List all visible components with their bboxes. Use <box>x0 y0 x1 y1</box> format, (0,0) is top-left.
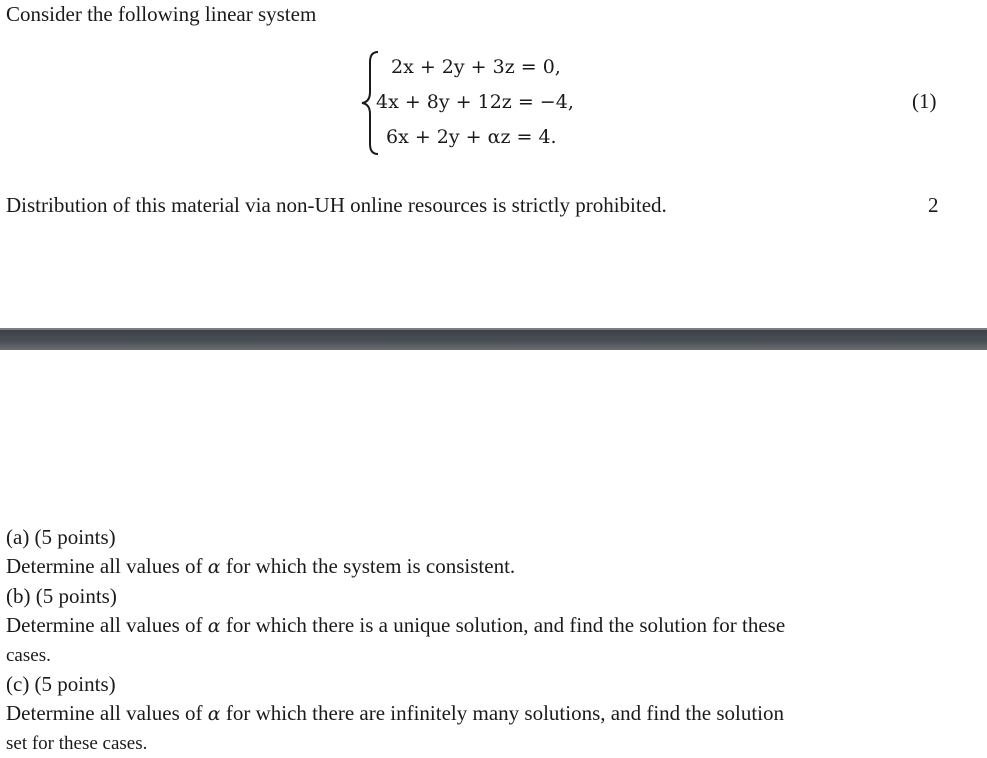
page-separator <box>0 328 987 350</box>
question-c-text <box>6 699 981 758</box>
question-a-text-end: for which the system is consistent. <box>220 554 516 578</box>
alpha-symbol: α <box>207 615 221 637</box>
equation-number: (1) <box>912 89 937 113</box>
question-b-text <box>6 611 981 670</box>
previous-page-fragment <box>0 0 987 328</box>
equation-2: 4x + 8y + 12z = −4, <box>376 91 574 113</box>
page-separator-highlight <box>0 328 987 330</box>
question-a-heading: (a) (5 points) <box>6 525 116 549</box>
question-c-text-start: Determine all values of <box>6 701 208 725</box>
distribution-note: Distribution of this material via non-UH online resources is strictly prohibited. <box>6 193 667 217</box>
alpha-symbol: α <box>207 556 221 578</box>
question-c-continuation: set for these cases. <box>6 733 148 754</box>
question-b-text-end: for which there is a unique solution, and find the solution for these <box>220 613 786 637</box>
question-b-heading: (b) (5 points) <box>6 584 117 608</box>
equation-1: 2x + 2y + 3z = 0, <box>391 56 561 78</box>
intro-text: Consider the following linear system <box>6 2 317 26</box>
question-b-text-start: Determine all values of <box>6 613 208 637</box>
linear-system <box>360 50 620 156</box>
question-c-text-end: for which there are infinitely many solutions, and find the solution <box>220 701 784 725</box>
question-c-heading: (c) (5 points) <box>6 672 116 696</box>
page-number: 2 <box>928 193 939 217</box>
equation-3: 6x + 2y + αz = 4. <box>386 126 557 148</box>
alpha-symbol: α <box>207 703 221 725</box>
question-a-text <box>6 552 981 582</box>
questions-section <box>6 523 981 758</box>
question-a-text-start: Determine all values of <box>6 554 208 578</box>
question-b-continuation: cases. <box>6 645 51 666</box>
